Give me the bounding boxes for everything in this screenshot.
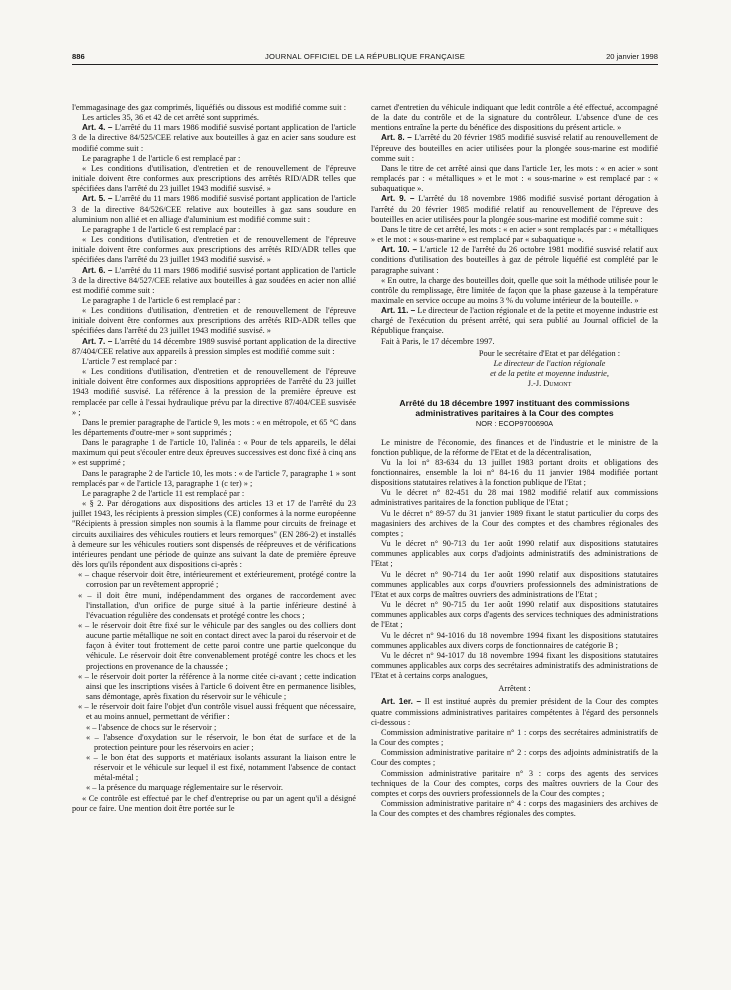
paragraph: Dans le paragraphe 1 de l'article 10, l'alinéa : « Pour de tels appareils, le délai maximum qui peut s'écouler entre deux épreuves successives est donc fixé à cinq ans » est supprimé ; xyxy=(72,438,356,468)
paragraph: Commission administrative paritaire n° 3 : corps des agents des services techniques de la Cour des comptes, corps des maîtres ouvriers de la Cour des comptes et corps des ouvriers professionnels de la Cour des comptes ; xyxy=(371,768,658,798)
article-7 xyxy=(72,337,356,357)
signing-place-date: Fait à Paris, le 17 décembre 1997. xyxy=(381,336,495,346)
sub-list-item: « – la présence du marquage réglementaire sur le réservoir. xyxy=(86,783,283,793)
page-header xyxy=(72,52,658,65)
paragraph: « Les conditions d'utilisation, d'entretien et de renouvellement de l'épreuve initiale doivent être conformes aux dispositions appropriées de l'arrêté du 23 juillet 1943 modifié susvisé. La référence à la pression de la première épreuve est remplacée par celle à l'essai hydraulique prévu par la directive 87/404/CEE susvisée » ; xyxy=(72,367,356,417)
paragraph: l'emmagasinage des gaz comprimés, liquéfiés ou dissous est modifié comme suit : xyxy=(72,103,347,112)
paragraph: Dans le titre de cet arrêté ainsi que dans l'article 1er, les mots : « en acier » sont remplacés par : « métalliques » et le mot : « sous-marine » est remplacé par : « subaquatique ». xyxy=(371,163,658,194)
article-label: Art. 1er. – xyxy=(381,697,422,707)
paragraph: « En outre, la charge des bouteilles doit, quelle que soit la méthode utilisée pour le contrôle du remplissage, être limitée de façon que la phase gazeuse à la température maximale en service occupe au moins 3 % du volume intérieur de la bouteille. » xyxy=(371,275,658,305)
paragraph: Commission administrative paritaire n° 1 : corps des secrétaires administratifs de la Cour des comptes ; xyxy=(371,727,658,748)
signature-block xyxy=(371,349,658,390)
paragraph: « Les conditions d'utilisation, d'entretien et de renouvellement de l'épreuve initiale doivent être conformes aux prescriptions des arrêtés RID-ADR telles que spécifiées dans l'arrêté du 23 juillet 1943 modifié susvisé. » xyxy=(72,306,356,336)
article-text: L'arrêté du 14 décembre 1989 susvisé portant application de la directive 87/404/CEE relative aux appareils à pression simples est modifié comme suit : xyxy=(72,336,356,356)
article-label: Art. 5. – xyxy=(82,194,113,204)
article-1 xyxy=(371,697,658,727)
article-label: Art. 10. – xyxy=(381,245,418,255)
paragraph: Le paragraphe 1 de l'article 6 est remplacé par : xyxy=(82,295,241,305)
article-label: Art. 9. – xyxy=(381,194,415,204)
paragraph: Les articles 35, 36 et 42 de cet arrêté sont supprimés. xyxy=(82,113,260,123)
page-number: 886 xyxy=(72,52,85,61)
sub-list-item: « – l'absence de chocs sur le réservoir ; xyxy=(86,722,217,732)
article-label: Art. 6. – xyxy=(82,265,113,275)
list-item: « – le réservoir doit faire l'objet d'un contrôle visuel aussi fréquent que nécessaire, et au moins annuel, permettant de vérifier : xyxy=(78,702,356,722)
article-11 xyxy=(371,306,658,336)
article-4 xyxy=(72,123,356,153)
decree-title: Arrêté du 18 décembre 1997 instituant des commissions administratives paritaires à la Cour des comptes xyxy=(399,398,630,419)
article-text: L'arrêté du 20 février 1985 modifié susvisé relatif au renouvellement de l'épreuve des bouteilles en acier utilisées pour la plongée sous-marine est modifié comme suit : xyxy=(371,133,658,163)
article-text: L'arrêté du 18 novembre 1986 modifié susvisé portant dérogation à l'arrêté du 20 février 1985 modifié relatif au renouvellement de l'épreuve des bouteilles en acier utilisées pour la plongée sous-marine est modifié comme suit : xyxy=(371,194,658,224)
paragraph: Commission administrative paritaire n° 4 : corps des magasiniers des archives de la Cour des comptes et des chambres régionales des comptes. xyxy=(371,799,658,819)
article-9 xyxy=(371,194,658,224)
article-label: Art. 8. – xyxy=(381,133,412,143)
paragraph: Commission administrative paritaire n° 2 : corps des adjoints administratifs de la Cour des comptes ; xyxy=(371,748,658,768)
nor-reference: NOR : ECOP9700690A xyxy=(475,419,554,429)
paragraph: Le paragraphe 1 de l'article 6 est remplacé par : xyxy=(82,153,241,163)
arretent-heading: Arrêtent : xyxy=(498,684,531,694)
list-item: « – le réservoir doit être fixé sur le véhicule par des sangles ou des colliers dont aucune partie métallique ne soit en contact direct avec la paroi du réservoir et de façon à éviter tout frottement de cette paroi contre une partie quelconque du véhicule. Le réservoir doit être convenablement protégé contre les chocs et les projections en provenance de la chaussée ; xyxy=(78,620,356,671)
paragraph: Dans le paragraphe 2 de l'article 10, les mots : « de l'article 7, paragraphe 1 » sont remplacés par « de l'article 13, paragraphe 1 (c ter) » ; xyxy=(72,468,356,488)
paragraph: Vu le décret n° 89-57 du 31 janvier 1989 fixant le statut particulier du corps des magasiniers des archives de la Cour des comptes et des chambres régionales des comptes ; xyxy=(371,508,658,538)
journal-title: JOURNAL OFFICIEL DE LA RÉPUBLIQUE FRANÇAISE xyxy=(264,52,466,61)
paragraph: Le ministre de l'économie, des finances et de l'industrie et le ministre de la fonction publique, de la réforme de l'Etat et de la décentralisation, xyxy=(371,437,658,457)
article-text: L'arrêté du 11 mars 1986 modifié susvisé portant application de l'article 3 de la directive 84/526/CEE relative aux bouteilles à gaz sans soudure en aluminium non allié et en alliage d'aluminium est modifié comme suit : xyxy=(72,194,356,224)
paragraph: Vu le décret n° 90-715 du 1er août 1990 relatif aux dispositions statutaires communes applicables aux corps d'agents des services techniques des administrations de l'Etat ; xyxy=(371,600,658,630)
paragraph: Dans le titre de cet arrêté, les mots : « en acier » sont remplacés par : « métalliques » et le mot : « sous-marine » est remplacé par « subaquatique ». xyxy=(371,224,658,245)
paragraph: Vu le décret n° 82-451 du 28 mai 1982 modifié relatif aux commissions administratives paritaires de la fonction publique de l'Etat ; xyxy=(371,488,658,508)
issue-date: 20 janvier 1998 xyxy=(606,52,658,61)
signature-title: et de la petite et moyenne industrie, xyxy=(490,369,609,379)
paragraph: Vu le décret n° 90-714 du 1er août 1990 relatif aux dispositions statutaires communes applicables aux corps d'ouvriers professionnels des administrations de l'Etat et aux corps de maîtres ouvriers des administrations de l'Etat ; xyxy=(371,569,658,599)
list-item: « – il doit être muni, indépendamment des organes de raccordement avec l'installation, d'un orifice de purge situé à la partie inférieure destiné à l'évacuation régulière des condensats et protégé contre les chocs ; xyxy=(78,590,356,620)
sub-list-item: « – le bon état des supports et matériaux isolants assurant la liaison entre le réservoir et le véhicule sur lequel il est fixé, notamment l'absence de contact métal-métal ; xyxy=(86,753,356,783)
article-text: Il est institué auprès du premier président de la Cour des comptes quatre commissions administratives paritaires compétentes à l'égard des personnels ci-dessous : xyxy=(371,697,658,727)
article-label: Art. 4. – xyxy=(82,123,113,133)
article-10 xyxy=(371,245,658,275)
signature-line: Pour le secrétaire d'Etat et par délégation : xyxy=(478,348,621,358)
left-column xyxy=(72,103,356,958)
paragraph: « § 2. Par dérogations aux dispositions des articles 13 et 17 de l'arrêté du 23 juillet 1943, les récipients à pression simples (CE) conformes à la norme européenne "Récipients à pression simples non soumis à la flamme pour circuits de freinage et circuits auxiliaires des véhicules routiers et leurs remorques" (EN 286-2) et installés à demeure sur les véhicules routiers sont dispensés de réépreuves et de vérifications intérieures pendant une période de quinze ans suivant la date de première épreuve dès lors qu'ils répondent aux dispositions ci-après : xyxy=(72,499,356,570)
article-8 xyxy=(371,133,658,163)
paragraph: L'article 7 est remplacé par : xyxy=(82,356,177,366)
paragraph: carnet d'entretien du véhicule indiquant que ledit contrôle a été effectué, accompagné de la date du contrôle et de la signature du contrôleur. L'absence d'une de ces mentions entraîne la perte du bénéfice des dispositions du présent article. » xyxy=(371,103,658,133)
paragraph: Dans le premier paragraphe de l'article 9, les mots : « en métropole, et 65 °C dans les départements d'outre-mer » sont supprimés ; xyxy=(72,417,356,437)
paragraph: Le paragraphe 1 de l'article 6 est remplacé par : xyxy=(82,224,241,234)
paragraph: « Les conditions d'utilisation, d'entretien et de renouvellement de l'épreuve initiale doivent être conformes aux prescriptions des arrêtés RID/ADR telles que spécifiées dans l'arrêté du 23 juillet 1943 modifié susvisé. » xyxy=(72,163,356,194)
article-text: L'arrêté du 11 mars 1986 modifié susvisé portant application de l'article 3 de la directive 84/525/CEE relative aux bouteilles à gaz en acier sans soudure est modifié comme suit : xyxy=(72,123,356,153)
paragraph: « Les conditions d'utilisation, d'entretien et de renouvellement de l'épreuve initiale doivent être conformes aux prescriptions des arrêtés RID/ADR telles que spécifiées dans l'arrêté du 23 juillet 1943 modifié susvisé. » xyxy=(72,235,356,265)
paragraph: Vu la loi n° 83-634 du 13 juillet 1983 portant droits et obligations des fonctionnaires, ensemble la loi n° 84-16 du 11 janvier 1984 modifiée portant dispositions statutaires relatives à la fonction publique de l'Etat ; xyxy=(371,457,658,488)
signature-title: Le directeur de l'action régionale xyxy=(493,358,606,368)
paragraph: Vu le décret n° 94-1016 du 18 novembre 1994 fixant les dispositions statutaires communes applicables aux divers corps de fonctionnaires de catégorie B ; xyxy=(371,630,658,650)
paragraph: « Ce contrôle est effectué par le chef d'entreprise ou par un agent qu'il a désigné pour ce faire. Une mention doit être portée sur le xyxy=(72,793,356,813)
article-text: L'article 12 de l'arrêté du 26 octobre 1981 modifié susvisé relatif aux conditions d'utilisation des bouteilles à gaz de pétrole liquéfié est complété par le paragraphe suivant : xyxy=(371,245,658,275)
list-item: « – chaque réservoir doit être, intérieurement et extérieurement, protégé contre la corrosion par un revêtement approprié ; xyxy=(78,570,356,590)
article-label: Art. 11. – xyxy=(381,306,416,316)
paragraph: Vu le décret n° 94-1017 du 18 novembre 1994 fixant les dispositions statutaires communes applicables aux corps des secrétaires administratifs des administrations de l'Etat et à certains corps analogues, xyxy=(371,650,658,681)
sub-list-item: « – l'absence d'oxydation sur le réservoir, le bon état de surface et de la protection peinture pour les réservoirs en acier ; xyxy=(86,732,356,752)
article-6 xyxy=(72,266,356,296)
article-5 xyxy=(72,194,356,224)
article-text: L'arrêté du 11 mars 1986 modifié susvisé portant application de l'article 3 de la directive 84/527/CEE relative aux bouteilles à gaz soudées en acier non allié est modifié comme suit : xyxy=(72,265,356,295)
right-column xyxy=(371,103,658,958)
signatory-name: J.-J. Dumont xyxy=(527,379,572,389)
list-item: « – le réservoir doit porter la référence à la norme citée ci-avant ; cette indication ainsi que les inscriptions visées à l'article 6 doivent être en permanence lisibles, sans démontage, après fixation du réservoir sur le véhicule ; xyxy=(78,671,356,702)
paragraph: Vu le décret n° 90-713 du 1er août 1990 relatif aux dispositions statutaires communes applicables aux corps d'adjoints administratifs des administrations de l'Etat ; xyxy=(371,539,658,569)
article-label: Art. 7. – xyxy=(82,336,113,346)
paragraph: Le paragraphe 2 de l'article 11 est remplacé par : xyxy=(82,488,245,498)
article-text: Le directeur de l'action régionale et de la petite et moyenne industrie est chargé de l'exécution du présent arrêté, qui sera publié au Journal officiel de la République française. xyxy=(371,306,658,336)
